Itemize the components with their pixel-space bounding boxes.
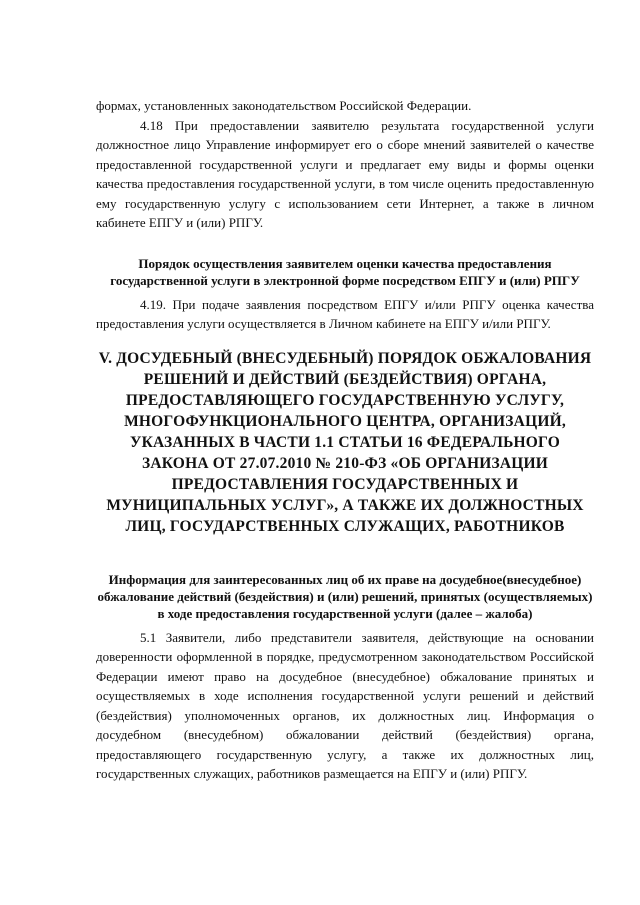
- paragraph-4-18: 4.18 При предоставлении заявителю результата государственной услуги должностное лицо Управление информирует его о сборе мнений заявителей о качестве предоставленной государственной услуги и предлагает ему виды и формы оценки качества предоставления государственной услуги, в том числе оценить предоставленную ему государственную услугу с использованием сети Интернет, а также в личном кабинете ЕПГУ и (или) РПГУ.: [96, 117, 594, 230]
- paragraph-4-19: 4.19. При подаче заявления посредством ЕПГУ и/или РПГУ оценка качества предоставления услуги осуществляется в Личном кабинете на ЕПГУ и/или РПГУ.: [96, 296, 594, 331]
- heading-evaluation: Порядок осуществления заявителем оценки качества предоставления государственной услуги в электронной форме посредством ЕПГУ и (или) РПГУ: [110, 255, 580, 288]
- document-page: [96, 96, 594, 784]
- paragraph-5-1: 5.1 Заявители, либо представители заявителя, действующие на основании доверенности оформленной в порядке, предусмотренном законодательством Российской Федерации имеют право на досудебное (внесудебное) обжалование принятых и осуществляемых в ходе исполнения государственной услуги решений и действий (бездействия) уполномоченных органов, их должностных лиц. Информация о досудебном (внесудебном) обжаловании действий (бездействия) органа, предоставляющего государственную услугу, а также их должностных лиц, государственных служащих, работников размещается на ЕПГУ и (или) РПГУ.: [96, 629, 594, 781]
- spacer: [96, 537, 594, 565]
- paragraph-continuation: формах, установленных законодательством Российской Федерации.: [96, 98, 472, 113]
- heading-information: Информация для заинтересованных лиц об их праве на досудебное(внесудебное) обжалование действий (бездействия) и (или) решений, принятых (осуществляемых) в ходе предоставления государственной услуги (далее – жалоба): [97, 571, 593, 621]
- chapter-v-title: V. ДОСУДЕБНЫЙ (ВНЕСУДЕБНЫЙ) ПОРЯДОК ОБЖАЛОВАНИЯ РЕШЕНИЙ И ДЕЙСТВИЙ (БЕЗДЕЙСТВИЯ) ОРГАНА, ПРЕДОСТАВЛЯЮЩЕГО ГОСУДАРСТВЕННУЮ УСЛУГУ, МНОГОФУНКЦИОНАЛЬНОГО ЦЕНТРА, ОРГАНИЗАЦИЙ, УКАЗАННЫХ В ЧАСТИ 1.1 СТАТЬИ 16 ФЕДЕРАЛЬНОГО ЗАКОНА ОТ 27.07.2010 № 210-ФЗ «ОБ ОРГАНИЗАЦИИ ПРЕДОСТАВЛЕНИЯ ГОСУДАРСТВЕННЫХ И МУНИЦИПАЛЬНЫХ УСЛУГ», А ТАКЖЕ ИХ ДОЛЖНОСТНЫХ ЛИЦ, ГОСУДАРСТВЕННЫХ СЛУЖАЩИХ, РАБОТНИКОВ: [98, 349, 592, 535]
